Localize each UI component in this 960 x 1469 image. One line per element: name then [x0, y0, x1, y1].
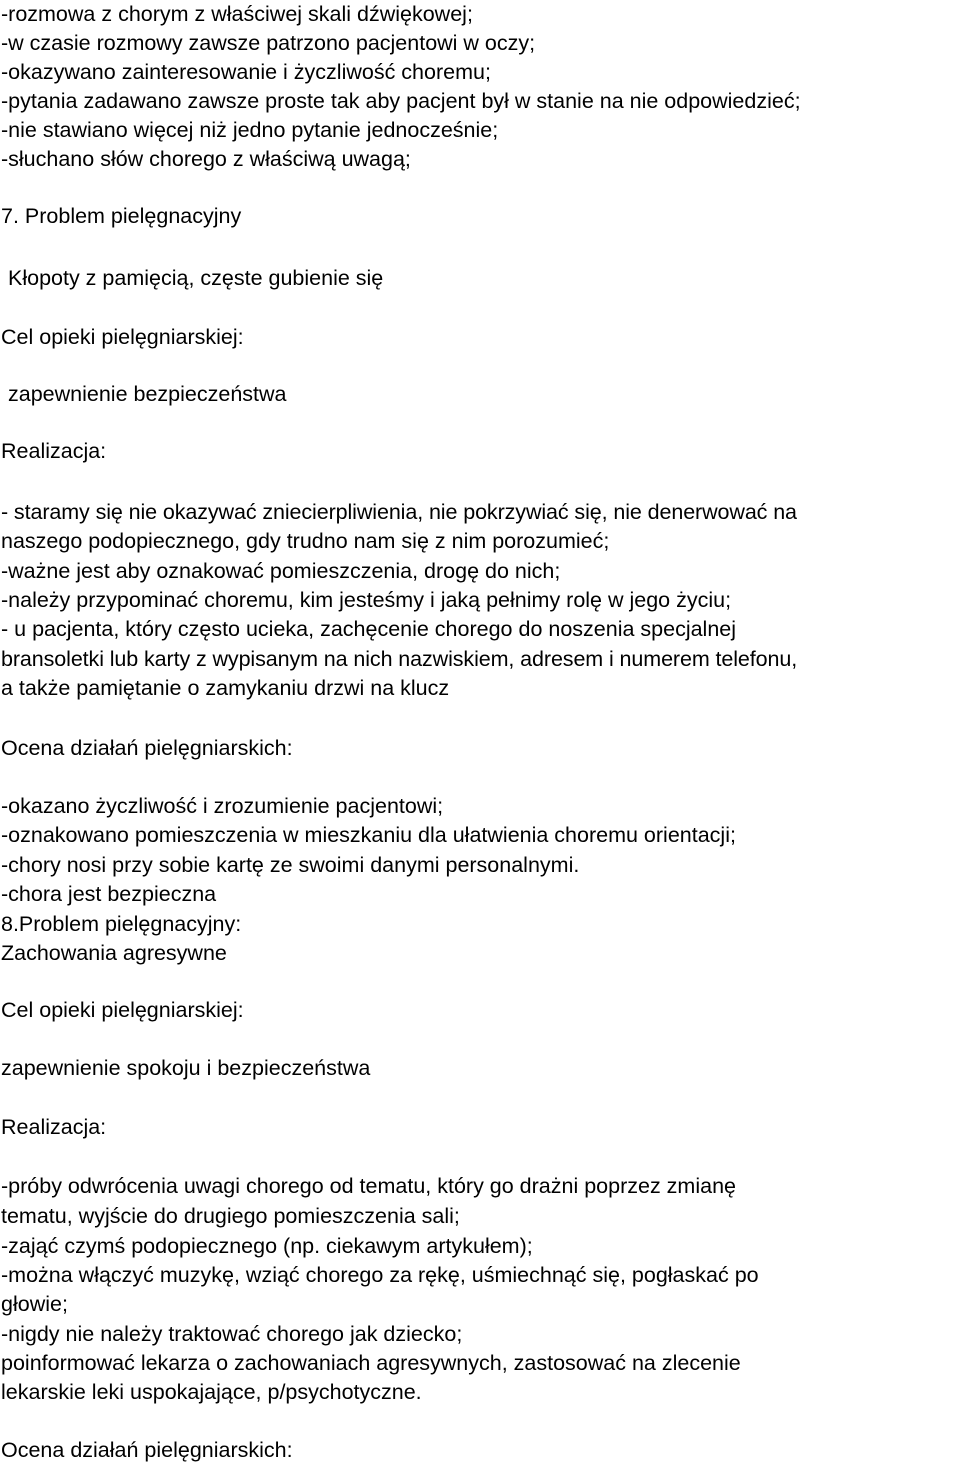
- section-7-evaluation-label: Ocena działań pielęgniarskich:: [1, 736, 293, 760]
- intro-list-item: -nie stawiano więcej niż jedno pytanie jednocześnie;: [1, 118, 499, 142]
- section-8-realization-line: -można włączyć muzykę, wziąć chorego za rękę, uśmiechnąć się, pogłaskać po: [1, 1263, 759, 1287]
- section-8-problem: Zachowania agresywne: [1, 941, 227, 965]
- section-7-realization-line: naszego podopiecznego, gdy trudno nam się z nim porozumieć;: [1, 529, 610, 553]
- section-8-realization-line: tematu, wyjście do drugiego pomieszczenia sali;: [1, 1204, 460, 1228]
- section-7-realization-line: -ważne jest aby oznakować pomieszczenia, drogę do nich;: [1, 559, 561, 583]
- section-7-evaluation-line: -chory nosi przy sobie kartę ze swoimi danymi personalnymi.: [1, 853, 580, 877]
- section-8-realization-line: lekarskie leki uspokajające, p/psychotyczne.: [1, 1380, 422, 1404]
- section-7-realization-line: bransoletki lub karty z wypisanym na nich nazwiskiem, adresem i numerem telefonu,: [1, 647, 798, 671]
- section-8-realization-line: poinformować lekarza o zachowaniach agresywnych, zastosować na zlecenie: [1, 1351, 741, 1375]
- section-8-goal-label: Cel opieki pielęgniarskiej:: [1, 998, 244, 1022]
- section-7-realization-line: -należy przypominać choremu, kim jesteśmy i jaką pełnimy rolę w jego życiu;: [1, 588, 732, 612]
- section-7-evaluation-line: -okazano życzliwość i zrozumienie pacjentowi;: [1, 794, 444, 818]
- section-7-realization-line: a także pamiętanie o zamykaniu drzwi na klucz: [1, 676, 450, 700]
- section-7-evaluation-line: -oznakowano pomieszczenia w mieszkaniu dla ułatwienia choremu orientacji;: [1, 823, 736, 847]
- section-8-goal: zapewnienie spokoju i bezpieczeństwa: [1, 1056, 371, 1080]
- intro-list-item: -rozmowa z chorym z właściwej skali dźwiękowej;: [1, 2, 473, 26]
- intro-list-item: -słuchano słów chorego z właściwą uwagą;: [1, 147, 411, 171]
- section-7-evaluation-line: -chora jest bezpieczna: [1, 882, 217, 906]
- section-8-realization-line: głowie;: [1, 1292, 68, 1316]
- section-7-goal-label: Cel opieki pielęgniarskiej:: [1, 325, 244, 349]
- section-8-heading: 8.Problem pielęgnacyjny:: [1, 912, 242, 936]
- section-8-evaluation-label: Ocena działań pielęgniarskich:: [1, 1438, 293, 1462]
- intro-list-item: -pytania zadawano zawsze proste tak aby pacjent był w stanie na nie odpowiedzieć;: [1, 89, 801, 113]
- intro-list-item: -w czasie rozmowy zawsze patrzono pacjentowi w oczy;: [1, 31, 536, 55]
- intro-list-item: -okazywano zainteresowanie i życzliwość choremu;: [1, 60, 491, 84]
- section-8-realization-line: -nigdy nie należy traktować chorego jak dziecko;: [1, 1322, 463, 1346]
- section-8-realization-line: -próby odwrócenia uwagi chorego od tematu, który go drażni poprzez zmianę: [1, 1174, 736, 1198]
- section-8-realization-label: Realizacja:: [1, 1115, 107, 1139]
- section-7-problem: Kłopoty z pamięcią, częste gubienie się: [8, 266, 384, 290]
- section-7-realization-line: - staramy się nie okazywać zniecierpliwienia, nie pokrzywiać się, nie denerwować na: [1, 500, 797, 524]
- section-7-realization-label: Realizacja:: [1, 439, 107, 463]
- section-7-heading: 7. Problem pielęgnacyjny: [1, 204, 242, 228]
- section-7-realization-line: - u pacjenta, który często ucieka, zachęcenie chorego do noszenia specjalnej: [1, 617, 737, 641]
- section-7-goal: zapewnienie bezpieczeństwa: [8, 382, 287, 406]
- section-8-realization-line: -zająć czymś podopiecznego (np. ciekawym artykułem);: [1, 1234, 533, 1258]
